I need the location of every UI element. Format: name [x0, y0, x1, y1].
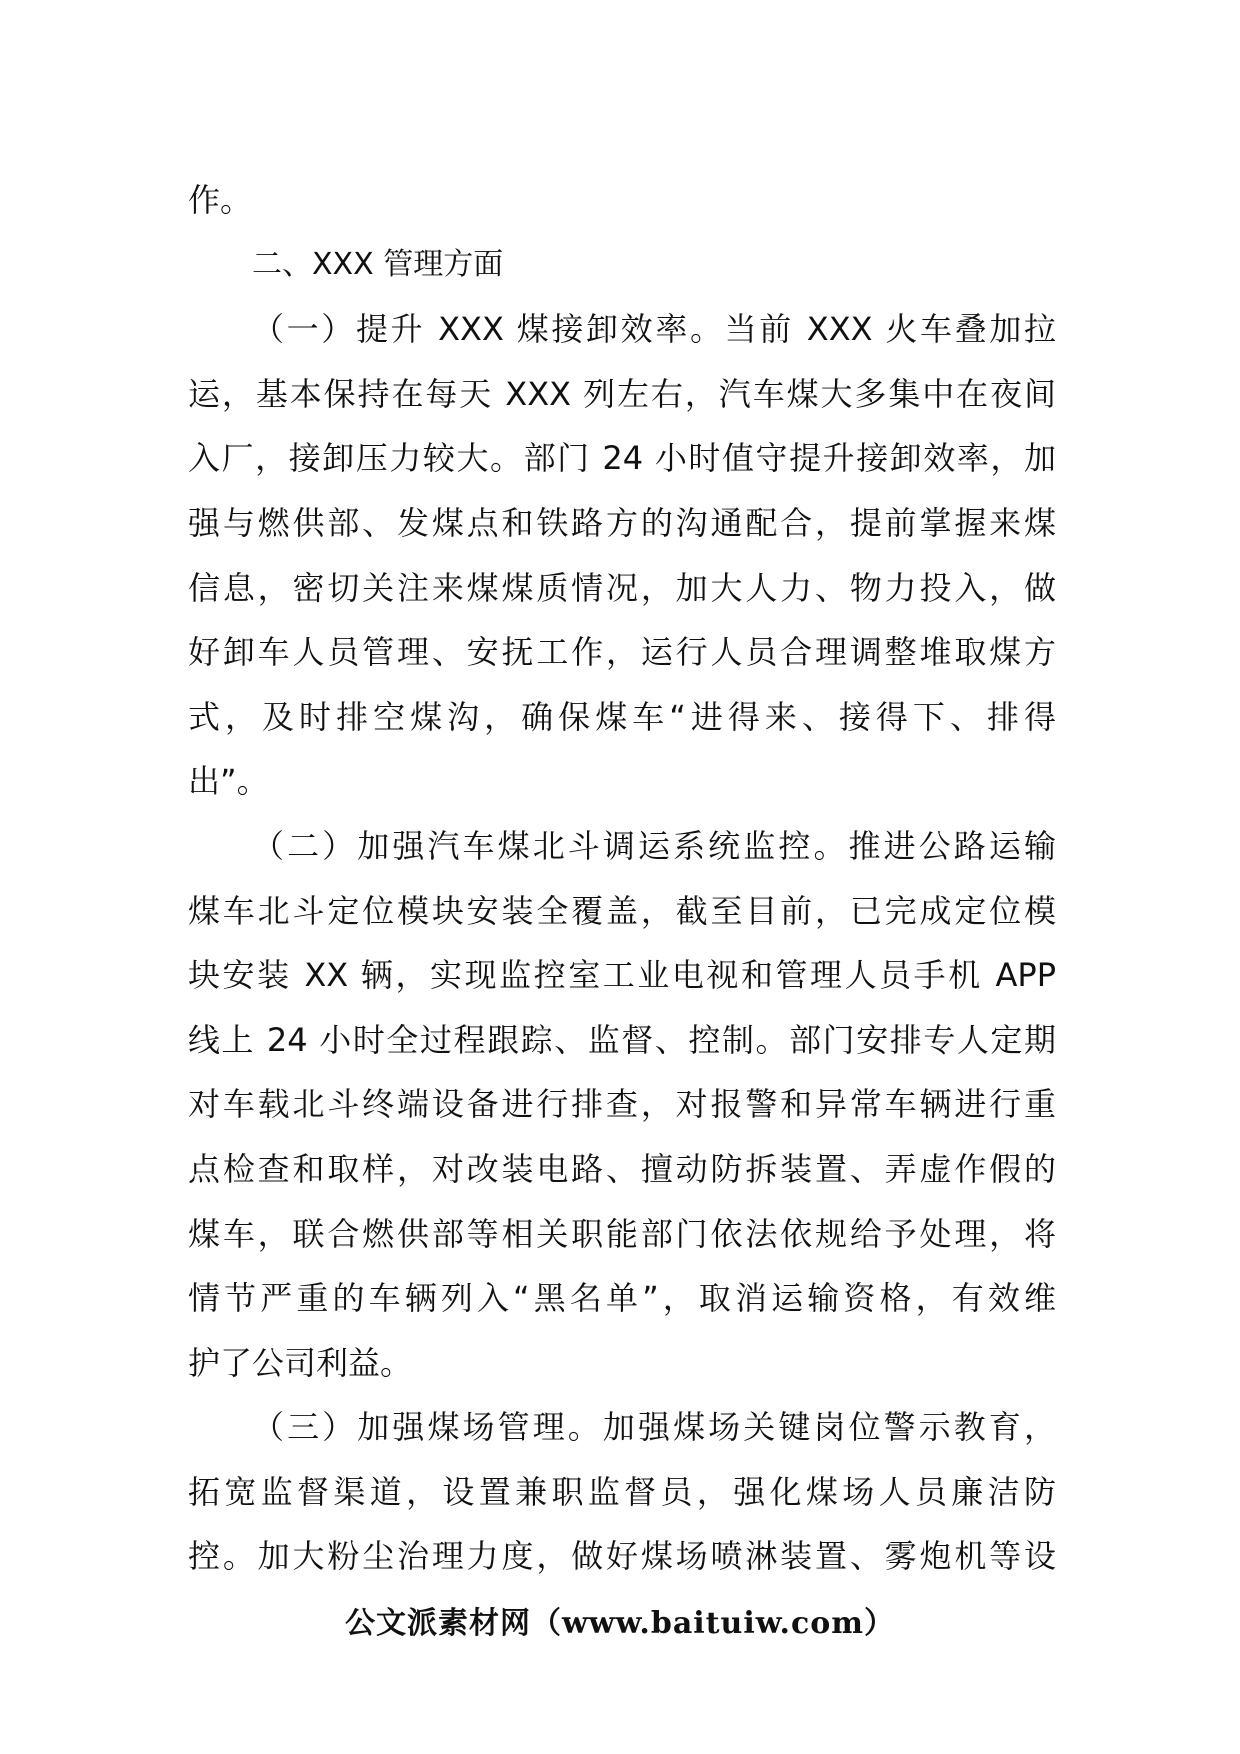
text-line: 块安装 XX 辆，实现监控室工业电视和管理人员手机 APP	[188, 956, 1056, 995]
text-line: 点检查和取样，对改装电路、擅动防拆装置、弄虚作假的	[188, 1149, 1056, 1188]
text-line: 运，基本保持在每天 XXX 列左右，汽车煤大多集中在夜间	[188, 374, 1056, 413]
subsection-heading-line: （三）加强煤场管理。加强煤场关键岗位警示教育，	[252, 1408, 1056, 1447]
text-line: 好卸车人员管理、安抚工作，运行人员合理调整堆取煤方	[188, 633, 1056, 672]
text-line: 线上 24 小时全过程跟踪、监督、控制。部门安排专人定期	[188, 1020, 1056, 1059]
text-line: 拓宽监督渠道，设置兼职监督员，强化煤场人员廉洁防	[188, 1472, 1056, 1511]
section-heading: 二、XXX 管理方面	[252, 246, 504, 282]
text-line: 出”。	[188, 762, 269, 801]
text-line: 信息，密切关注来煤煤质情况，加大人力、物力投入，做	[188, 568, 1056, 607]
text-line: 护了公司利益。	[188, 1343, 413, 1382]
text-line: 情节严重的车辆列入“黑名单”，取消运输资格，有效维	[188, 1279, 1056, 1318]
text-line: 对车载北斗终端设备进行排查，对报警和异常车辆进行重	[188, 1085, 1056, 1124]
text-line: 强与燃供部、发煤点和铁路方的沟通配合，提前掌握来煤	[188, 503, 1056, 542]
text-line: 煤车，联合燃供部等相关职能部门依法依规给予处理，将	[188, 1214, 1056, 1253]
subsection-heading-line: （二）加强汽车煤北斗调运系统监控。推进公路运输	[252, 826, 1056, 865]
text-line: 式，及时排空煤沟，确保煤车“进得来、接得下、排得	[188, 697, 1056, 736]
text-line: 煤车北斗定位模块安装全覆盖，截至目前，已完成定位模	[188, 891, 1056, 930]
text-line: 作。	[188, 181, 253, 219]
footer-watermark: 公文派素材网（www.baituiw.com）	[344, 1606, 896, 1641]
text-line: 入厂，接卸压力较大。部门 24 小时值守提升接卸效率，加	[188, 439, 1056, 478]
text-line: 控。加大粉尘治理力度，做好煤场喷淋装置、雾炮机等设	[188, 1537, 1056, 1576]
subsection-heading-line: （一）提升 XXX 煤接卸效率。当前 XXX 火车叠加拉	[252, 310, 1056, 349]
body-text	[188, 168, 1056, 1589]
